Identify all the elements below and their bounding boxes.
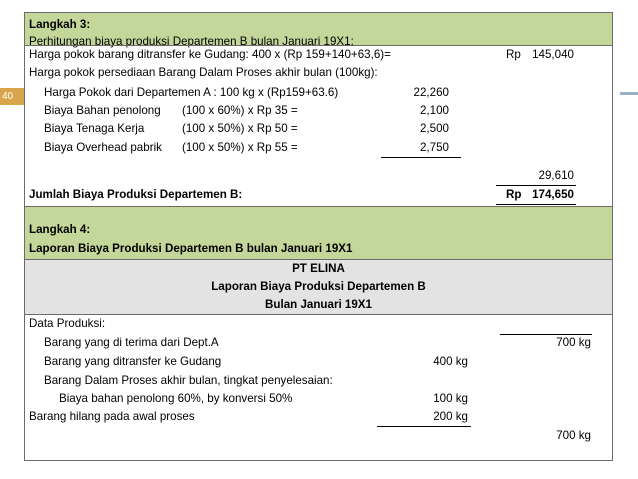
slide-number: 40 [0, 88, 25, 105]
cost-item-row [25, 102, 612, 120]
cost-item-value: 22,260 [413, 86, 449, 99]
spreadsheet-document [24, 12, 613, 461]
double-underline [496, 204, 576, 205]
cost-item-formula: (100 x 50%) x Rp 55 = [182, 141, 298, 154]
lost-units-label: Barang hilang pada awal proses [29, 410, 195, 423]
wip-detail-value: 100 kg [433, 392, 468, 405]
step3-subheading: Perhitungan biaya produksi Departemen B bulan Januari 19X1: [29, 35, 354, 48]
wip-qty-label: Barang Dalam Proses akhir bulan, tingkat penyelesaian: [44, 374, 333, 387]
transferred-qty-value: 400 kg [433, 355, 468, 368]
cost-item-label: Harga Pokok dari Departemen A : 100 kg x (Rp159+63.6) [44, 86, 339, 99]
total-qty-row [25, 427, 612, 445]
lost-units-row [25, 408, 612, 426]
cost-item-formula: (100 x 60%) x Rp 35 = [182, 104, 298, 117]
cost-item-value: 2,500 [419, 122, 449, 135]
company-name: PT ELINA [292, 262, 345, 275]
report-period: Bulan Januari 19X1 [265, 298, 372, 311]
transferred-cost-value: 145,040 [532, 48, 574, 61]
total-cost-row [25, 186, 612, 204]
wip-qty-row [25, 372, 612, 390]
cost-item-label: Biaya Overhead pabrik [44, 141, 162, 154]
step4-heading: Langkah 4: [29, 223, 91, 236]
subtotal-underline [381, 157, 461, 158]
step3-header [25, 13, 612, 48]
cost-item-value: 2,750 [419, 141, 449, 154]
wip-cost-heading-row [25, 64, 612, 82]
received-value: 700 kg [556, 336, 591, 349]
cost-item-row [25, 139, 612, 157]
received-row [25, 334, 612, 352]
transferred-qty-label: Barang yang ditransfer ke Gudang [44, 355, 222, 368]
received-label: Barang yang di terima dari Dept.A [44, 336, 219, 349]
wip-cost-heading: Harga pokok persediaan Barang Dalam Proses akhir bulan (100kg): [29, 66, 378, 79]
cost-item-value: 2,100 [419, 104, 449, 117]
transferred-currency: Rp [506, 48, 521, 61]
cost-item-label: Biaya Tenaga Kerja [44, 122, 145, 135]
wip-total-row [25, 167, 612, 185]
total-qty-value: 700 kg [556, 429, 591, 442]
production-data-label: Data Produksi: [29, 317, 106, 330]
transferred-cost-row [25, 46, 612, 64]
wip-total-value: 29,610 [538, 169, 574, 182]
step4-header [25, 207, 612, 259]
transferred-cost-label: Harga pokok barang ditransfer ke Gudang: 400 x (Rp 159+140+63,6)= [29, 48, 391, 61]
step3-heading: Langkah 3: [29, 18, 91, 31]
cost-item-row [25, 84, 612, 102]
slide-accent-bar [620, 92, 638, 95]
total-currency: Rp [506, 188, 522, 201]
total-cost-value: 174,650 [532, 188, 574, 201]
cost-item-label: Biaya Bahan penolong [44, 104, 161, 117]
total-cost-label: Jumlah Biaya Produksi Departemen B: [29, 188, 243, 201]
transferred-row [25, 353, 612, 371]
cost-item-formula: (100 x 50%) x Rp 50 = [182, 122, 298, 135]
report-title: Laporan Biaya Produksi Departemen B [211, 280, 426, 293]
production-data-row [25, 315, 612, 333]
wip-detail-row [25, 390, 612, 408]
report-title-block [25, 260, 612, 314]
lost-units-value: 200 kg [433, 410, 468, 423]
cost-item-row [25, 120, 612, 138]
wip-detail-label: Biaya bahan penolong 60%, by konversi 50% [59, 392, 293, 405]
step4-subheading: Laporan Biaya Produksi Departemen B bulan Januari 19X1 [29, 242, 353, 255]
